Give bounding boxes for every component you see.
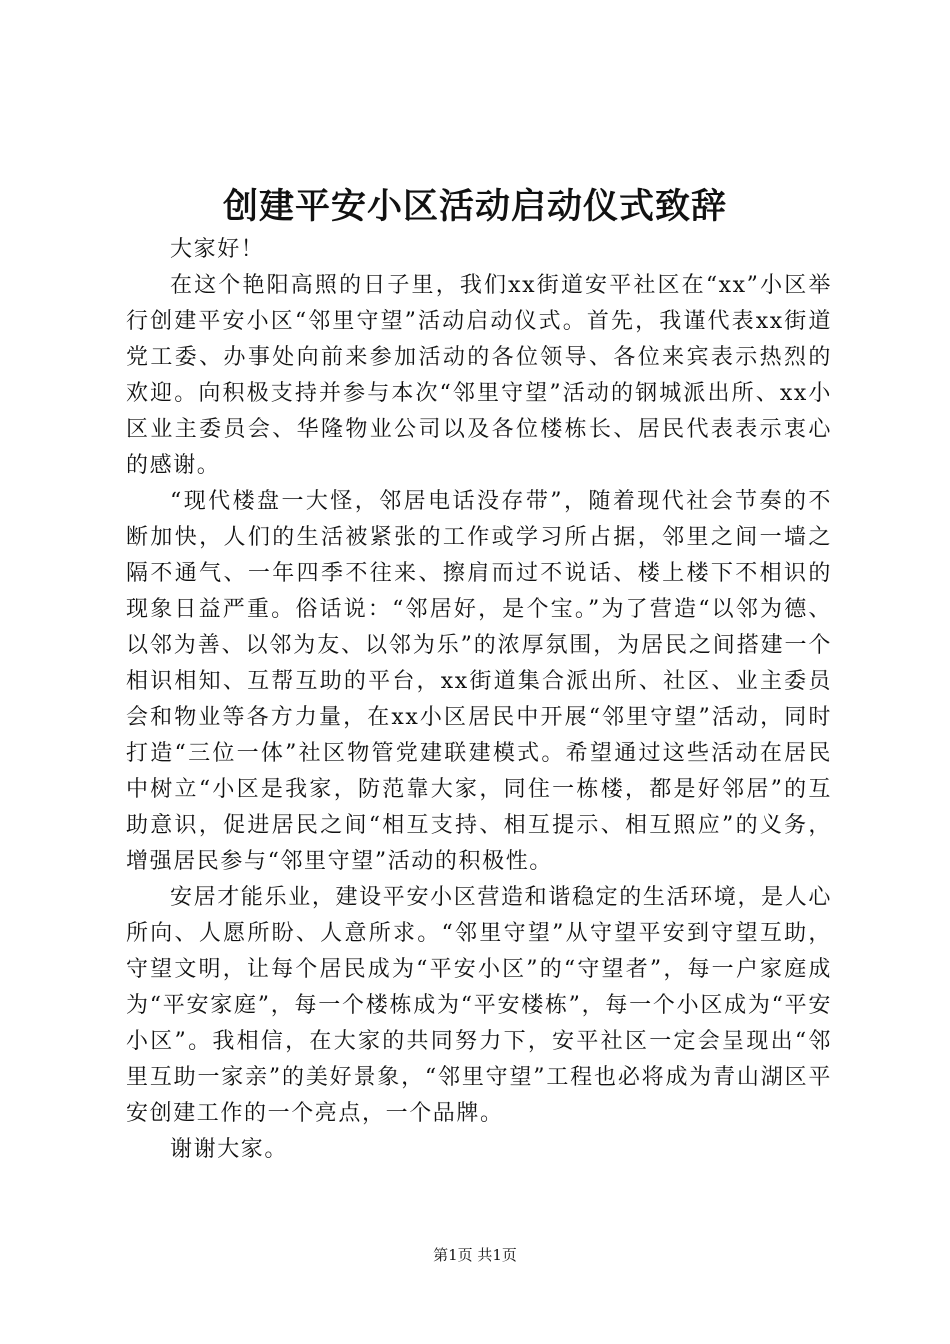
body-paragraph: “现代楼盘一大怪，邻居电话没存带”，随着现代社会节奏的不断加快，人们的生活被紧张的工作或学习所占据，邻里之间一墙之隔不通气、一年四季不往来、擦肩而过不说话、楼上楼下不相识的现象日益严重。俗话说：“邻居好，是个宝。”为了营造“以邻为德、以邻为善、以邻为友、以邻为乐”的浓厚氛围，为居民之间搭建一个相识相知、互帮互助的平台，xx街道集合派出所、社区、业主委员会和物业等各方力量，在xx小区居民中开展“邻里守望”活动，同时打造“三位一体”社区物管党建联建模式。希望通过这些活动在居民中树立“小区是我家，防范靠大家，同住一栋楼，都是好邻居”的互助意识，促进居民之间“相互支持、相互提示、相互照应”的义务，增强居民参与“邻里守望”活动的积极性。 — [126, 489, 832, 874]
document-body — [126, 232, 832, 1168]
greeting-paragraph: 大家好！ — [170, 237, 265, 262]
closing-paragraph: 谢谢大家。 — [170, 1137, 289, 1162]
page-number-footer: 第1页 共1页 — [433, 1246, 517, 1264]
body-paragraph: 安居才能乐业，建设平安小区营造和谐稳定的生活环境，是人心所向、人愿所盼、人意所求。“邻里守望”从守望平安到守望互助，守望文明，让每个居民成为“平安小区”的“守望者”，每一户家庭成为“平安家庭”，每一个楼栋成为“平安楼栋”，每一个小区成为“平安小区”。我相信，在大家的共同努力下，安平社区一定会呈现出“邻里互助一家亲”的美好景象，“邻里守望”工程也必将成为青山湖区平安创建工作的一个亮点，一个品牌。 — [126, 885, 832, 1126]
document-title: 创建平安小区活动启动仪式致辞 — [222, 186, 727, 227]
body-paragraph: 在这个艳阳高照的日子里，我们xx街道安平社区在“xx”小区举行创建平安小区“邻里守望”活动启动仪式。首先，我谨代表xx街道党工委、办事处向前来参加活动的各位领导、各位来宾表示热烈的欢迎。向积极支持并参与本次“邻里守望”活动的钢城派出所、xx小区业主委员会、华隆物业公司以及各位楼栋长、居民代表表示衷心的感谢。 — [126, 273, 832, 478]
